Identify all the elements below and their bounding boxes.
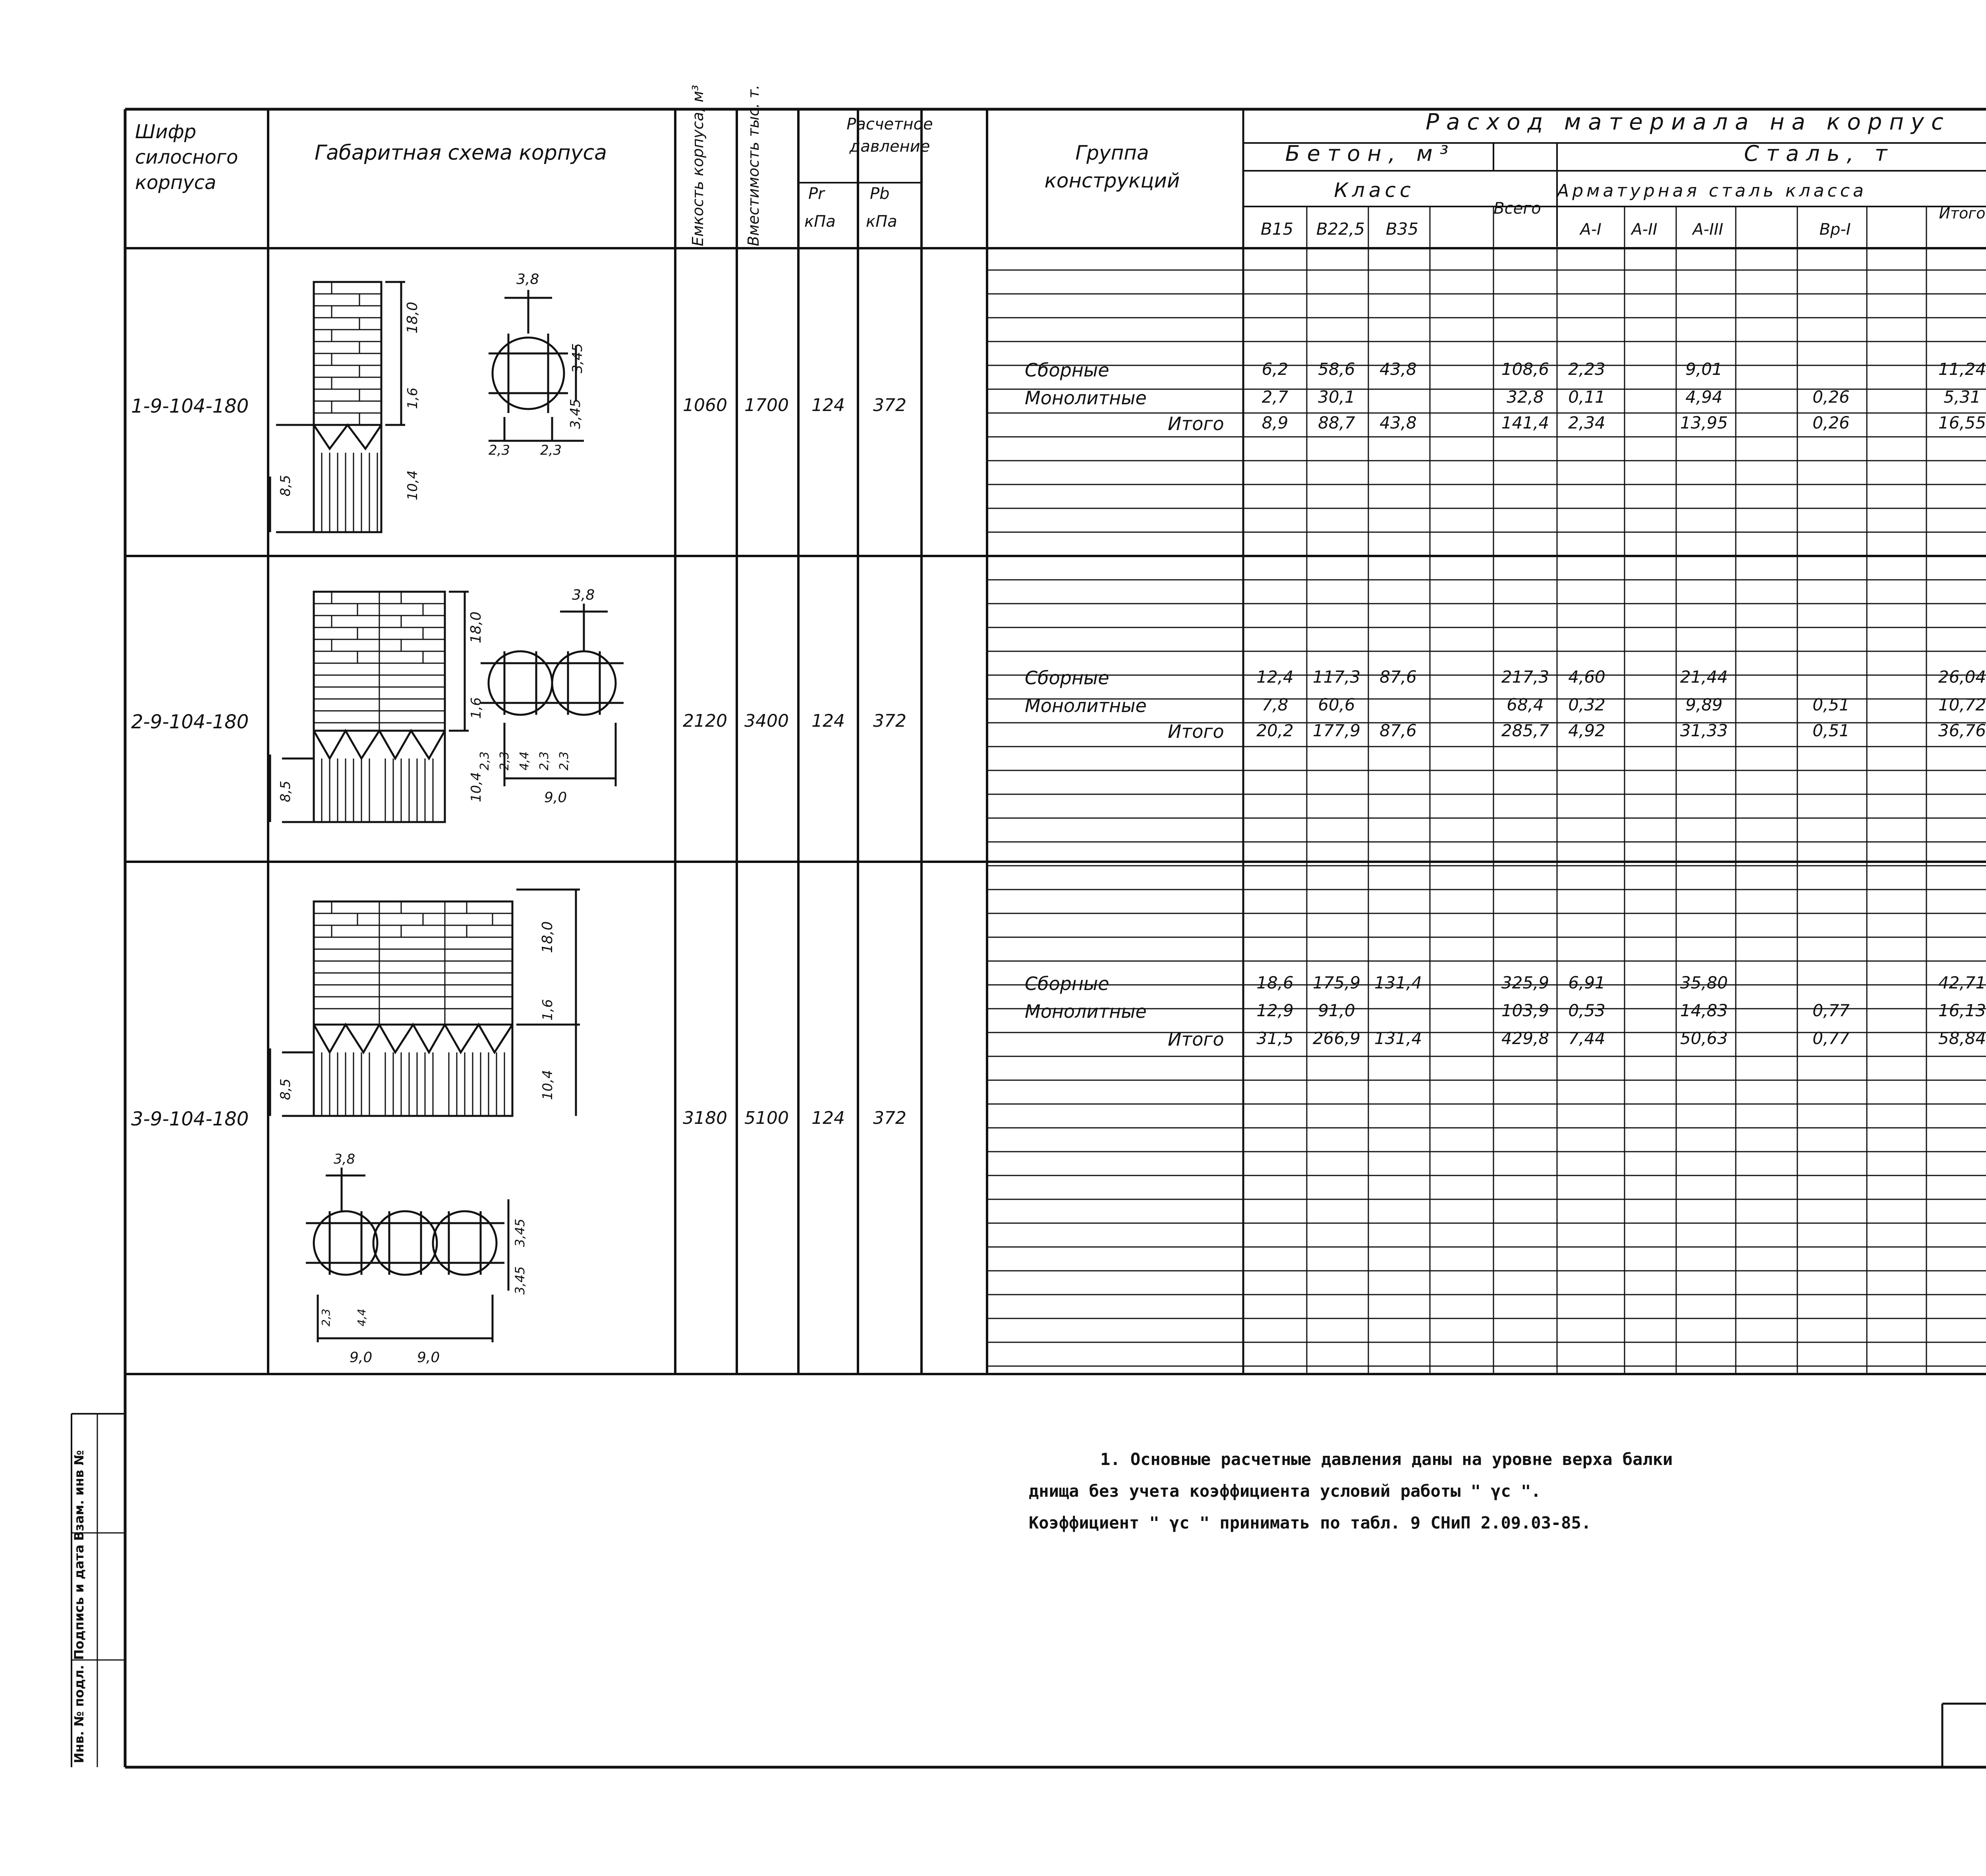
cell-btot: 429,8: [1501, 1029, 1549, 1048]
cell-a1: 7,44: [1568, 1029, 1605, 1048]
dim-h2-1: 1,6: [405, 387, 421, 409]
header-b35: B35: [1385, 219, 1419, 239]
cell-a3: 13,95: [1680, 413, 1728, 432]
header-gruppa: Группа конструкций: [1044, 141, 1180, 192]
cell-b15: 20,2: [1256, 721, 1294, 740]
pressure-pb: 372: [873, 1108, 906, 1128]
cell-b225: 175,9: [1312, 973, 1361, 992]
group-name: Монолитные: [1025, 1001, 1147, 1022]
pressure-pb: 372: [873, 711, 906, 731]
silo-hopper: [314, 425, 381, 449]
dim-r1-1: 3,45: [570, 343, 585, 373]
cell-a3: 50,63: [1680, 1029, 1728, 1048]
support-hatching: [322, 759, 433, 822]
dim-w2-1: 2,3: [540, 442, 562, 458]
group-name: Итого: [1168, 721, 1224, 742]
scheme-3: [266, 874, 663, 1374]
header-bp1: Bp-I: [1819, 220, 1851, 239]
cell-btot: 103,9: [1501, 1001, 1549, 1020]
dim-h4-2: 8,5: [278, 780, 294, 802]
silo-capacity: 2120: [683, 711, 727, 731]
dim-wa-2: 2,3: [478, 751, 492, 770]
cell-arm: 5,31: [1943, 387, 1981, 407]
support-hatching: [322, 1052, 504, 1116]
cell-arm: 58,84: [1938, 1029, 1986, 1048]
header-klass: Класс: [1334, 179, 1415, 202]
silo-code: 1-9-104-180: [131, 395, 249, 417]
silo-volume: 1700: [744, 395, 789, 415]
dim-span2-3: 9,0: [417, 1349, 440, 1366]
cell-arm: 42,71: [1938, 973, 1986, 992]
cell-a3: 35,80: [1680, 973, 1728, 992]
scheme-2: [266, 564, 663, 850]
stamp-inv-podl: Инв. № подл.: [71, 1665, 87, 1763]
group-name: Сборные: [1025, 973, 1109, 994]
cell-b225: 177,9: [1312, 721, 1361, 740]
header-b225: B22,5: [1316, 219, 1365, 239]
cell-b225: 88,7: [1318, 413, 1355, 432]
pressure-pr: 124: [811, 1108, 845, 1128]
cell-b35: 87,6: [1379, 667, 1417, 687]
header-pb-unit: кПа: [866, 212, 897, 231]
dim-h4-3: 8,5: [278, 1078, 294, 1100]
dim-span1-3: 9,0: [350, 1349, 373, 1366]
cell-a1: 0,32: [1568, 695, 1605, 714]
cell-b15: 12,9: [1256, 1001, 1294, 1020]
stamp-vzam: Взам. инв №: [71, 1450, 87, 1541]
header-vsego-beton: Всего: [1493, 199, 1541, 218]
header-a2: A-II: [1631, 220, 1658, 239]
cell-a1: 0,11: [1568, 387, 1605, 407]
cell-b15: 7,8: [1262, 695, 1289, 714]
cell-b15: 12,4: [1256, 667, 1294, 687]
dim-h2-3: 1,6: [540, 999, 556, 1021]
group-name: Итого: [1168, 1029, 1224, 1050]
silo-volume: 5100: [744, 1108, 789, 1128]
cell-b15: 8,9: [1262, 413, 1289, 432]
header-stal: Сталь, т: [1744, 141, 1895, 166]
cell-b15: 18,6: [1256, 973, 1294, 992]
header-gabarit: Габаритная схема корпуса: [315, 141, 607, 165]
cell-a3: 31,33: [1680, 721, 1728, 740]
dim-wd-2: 2,3: [537, 751, 551, 770]
header-pb: Pb: [870, 185, 890, 203]
dim-h1-3: 18,0: [539, 921, 556, 953]
silo-code: 3-9-104-180: [131, 1108, 249, 1130]
dim-r2-1: 3,45: [568, 399, 583, 429]
pressure-pb: 372: [873, 395, 906, 415]
silo-capacity: 1060: [683, 395, 727, 415]
dim-h4-1: 8,5: [278, 475, 294, 496]
dim-r1-3: 3,45: [512, 1218, 527, 1247]
cell-b15: 31,5: [1256, 1029, 1294, 1048]
cell-a3: 21,44: [1680, 667, 1728, 687]
header-beton: Бетон, м³: [1285, 141, 1456, 166]
cell-arm: 10,72: [1938, 695, 1986, 714]
header-shifr: Шифр силосного корпуса: [135, 121, 238, 194]
cell-a3: 14,83: [1680, 1001, 1728, 1020]
support-hatching: [322, 453, 377, 532]
header-davlenie: Расчетное давление: [846, 115, 933, 156]
stamp-podpis: Подпись и дата: [71, 1544, 87, 1660]
cell-btot: 32,8: [1507, 387, 1544, 407]
dim-w-3: 2,3: [319, 1309, 332, 1326]
cell-arm: 11,24: [1938, 359, 1986, 379]
cell-a3: 4,94: [1685, 387, 1723, 407]
group-name: Сборные: [1025, 359, 1109, 381]
silo-hopper: [314, 1025, 512, 1052]
dim-h1-2: 18,0: [468, 611, 484, 643]
cell-a1: 2,34: [1568, 413, 1605, 432]
header-a3: A-III: [1692, 220, 1723, 239]
dim-span-2: 9,0: [544, 789, 567, 806]
dim-h3-1: 10,4: [405, 470, 421, 500]
header-itogo-arm: Итого: [1939, 205, 1986, 222]
dim-wb-2: 2,3: [498, 751, 512, 770]
dim-d-2: 3,8: [572, 587, 595, 603]
cell-arm: 16,55: [1938, 413, 1986, 432]
group-name: Монолитные: [1025, 695, 1147, 716]
cell-btot: 108,6: [1501, 359, 1549, 379]
cell-b35: 131,4: [1374, 1029, 1422, 1048]
cell-btot: 68,4: [1507, 695, 1544, 714]
cell-arm: 16,13: [1938, 1001, 1986, 1020]
cell-b15: 2,7: [1262, 387, 1289, 407]
silo-hopper: [314, 731, 445, 759]
cell-b225: 266,9: [1312, 1029, 1361, 1048]
cell-a1: 0,53: [1568, 1001, 1605, 1020]
dim-d-3: 3,8: [334, 1151, 355, 1167]
cell-arm: 36,76: [1938, 721, 1986, 740]
header-vmestimost: Вместимость тыс. т.: [745, 85, 762, 246]
cell-a1: 4,92: [1568, 721, 1605, 740]
cell-btot: 285,7: [1501, 721, 1549, 740]
cell-btot: 141,4: [1501, 413, 1549, 432]
dim-we-2: 2,3: [557, 751, 571, 770]
dim-h2-2: 1,6: [468, 697, 484, 719]
cell-b35: 87,6: [1379, 721, 1417, 740]
silo-plan: [493, 338, 564, 409]
cell-b35: 43,8: [1379, 359, 1417, 379]
cell-bp1: 0,26: [1812, 387, 1850, 407]
header-b15: B15: [1260, 219, 1294, 239]
cell-arm: 26,04: [1938, 667, 1986, 687]
dim-h3-2: 10,4: [468, 772, 484, 802]
header-emkost: Емкость корпуса, м³: [689, 85, 707, 246]
cell-b35: 131,4: [1374, 973, 1422, 992]
dim-r2-3: 3,45: [512, 1266, 527, 1295]
cell-bp1: 0,77: [1812, 1001, 1850, 1020]
pressure-pr: 124: [811, 711, 845, 731]
cell-a1: 2,23: [1568, 359, 1605, 379]
cell-b15: 6,2: [1262, 359, 1289, 379]
pressure-pr: 124: [811, 395, 845, 415]
cell-b225: 60,6: [1318, 695, 1355, 714]
silo-code: 2-9-104-180: [131, 711, 249, 733]
cell-btot: 217,3: [1501, 667, 1549, 687]
dim-wc-2: 4,4: [518, 751, 531, 770]
cell-a1: 6,91: [1568, 973, 1605, 992]
cell-b35: 43,8: [1379, 413, 1417, 432]
cell-bp1: 0,26: [1812, 413, 1850, 432]
cell-a3: 9,01: [1685, 359, 1723, 379]
silo-support: [314, 1025, 512, 1116]
cell-b225: 117,3: [1312, 667, 1361, 687]
header-pr-unit: кПа: [804, 212, 836, 231]
group-name: Сборные: [1025, 667, 1109, 689]
cell-a1: 4,60: [1568, 667, 1605, 687]
cell-b225: 30,1: [1318, 387, 1355, 407]
cell-b225: 91,0: [1318, 1001, 1355, 1020]
dim-h1-1: 18,0: [404, 301, 421, 334]
header-pr: Pr: [808, 185, 825, 203]
header-rashod: Расход материала на корпус: [1426, 109, 1951, 135]
cell-bp1: 0,77: [1812, 1029, 1850, 1048]
cell-bp1: 0,51: [1812, 721, 1850, 740]
header-armatura: Арматурная сталь класса: [1557, 181, 1867, 201]
cell-a3: 9,89: [1685, 695, 1723, 714]
cell-bp1: 0,51: [1812, 695, 1850, 714]
note-line-1: 1. Основные расчетные давления даны на уровне верха балки: [1100, 1449, 1673, 1469]
dim-w1-1: 2,3: [489, 442, 510, 458]
cell-b225: 58,6: [1318, 359, 1355, 379]
scheme-1: [266, 254, 663, 540]
dim-h3-3: 10,4: [540, 1070, 556, 1100]
note-line-3: Коэффициент " γc " принимать по табл. 9 СНиП 2.09.03-85.: [1029, 1513, 1592, 1532]
group-name: Монолитные: [1025, 387, 1147, 409]
silo-capacity: 3180: [683, 1108, 727, 1128]
silo-volume: 3400: [744, 711, 789, 731]
dim-wc-3: 4,4: [355, 1309, 368, 1326]
cell-btot: 325,9: [1501, 973, 1549, 992]
group-name: Итого: [1168, 413, 1224, 434]
header-a1: A-I: [1580, 220, 1602, 239]
note-line-2: днища без учета коэффициента условий работы " γc ".: [1029, 1481, 1541, 1501]
silo-wall: [314, 901, 512, 1025]
dim-d-1: 3,8: [516, 271, 539, 288]
